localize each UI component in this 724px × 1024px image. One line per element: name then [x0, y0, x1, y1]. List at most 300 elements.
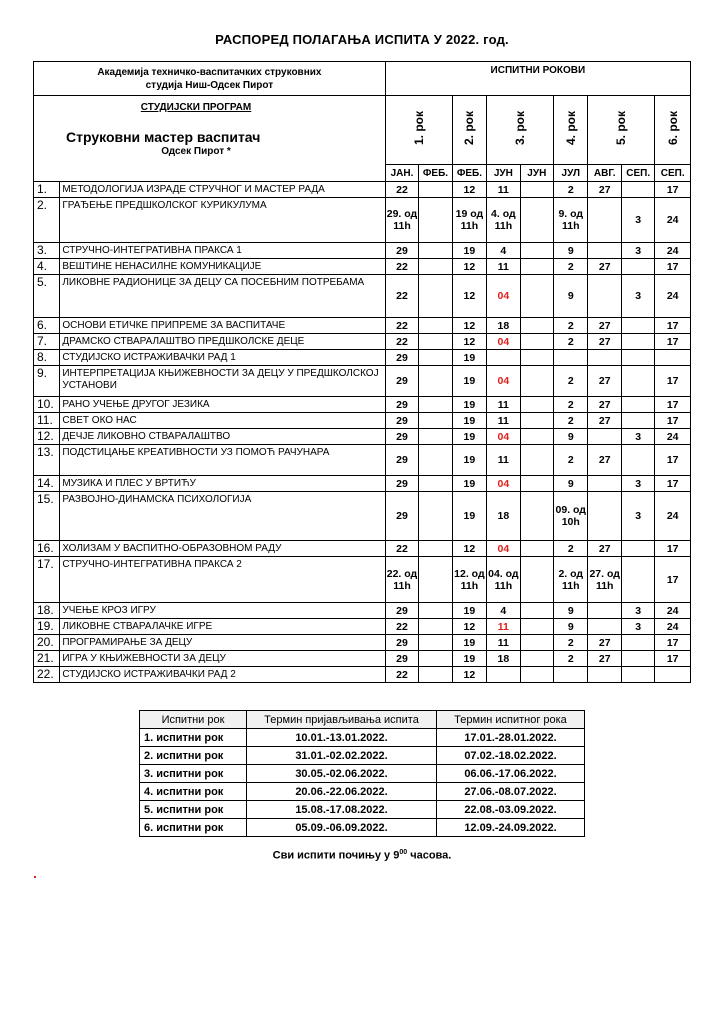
exam-date-cell: 22. од 11h: [385, 557, 418, 603]
terms-row: [140, 801, 585, 819]
exam-date-cell: 27: [588, 635, 621, 651]
exam-date-cell: [621, 397, 654, 413]
exam-date-cell: 3: [621, 275, 654, 318]
exam-date-cell: [520, 429, 553, 445]
row-number: 14.: [34, 476, 60, 492]
exam-date-cell: 12: [452, 334, 486, 350]
period-header-5: 5. рок: [588, 96, 655, 165]
exam-date-cell: 29: [385, 366, 418, 397]
exam-date-cell: 04: [487, 334, 520, 350]
exam-date-cell: 19: [452, 413, 486, 429]
exam-date-cell: 11: [487, 413, 520, 429]
exam-date-cell: 3: [621, 492, 654, 541]
subject-name: ГРАЂЕЊЕ ПРЕДШКОЛСКОГ КУРИКУЛУМА: [60, 198, 385, 243]
exam-date-cell: [419, 259, 452, 275]
exam-date-cell: 29: [385, 243, 418, 259]
table-row: [34, 198, 691, 243]
exam-date-cell: 29: [385, 651, 418, 667]
month-header: ЈУН: [520, 165, 553, 182]
table-row: [34, 603, 691, 619]
exam-date-cell: [621, 318, 654, 334]
subject-name: ДРАМСКО СТВАРАЛАШТВО ПРЕДШКОЛСКЕ ДЕЦЕ: [60, 334, 385, 350]
exam-date-cell: 3: [621, 476, 654, 492]
term-date-range: 31.01.-02.02.2022.: [247, 747, 437, 765]
table-row: [34, 619, 691, 635]
exam-date-cell: 18: [487, 651, 520, 667]
exam-date-cell: [520, 651, 553, 667]
term-date-range: 17.01.-28.01.2022.: [437, 729, 585, 747]
subject-name: РАНО УЧЕЊЕ ДРУГОГ ЈЕЗИКА: [60, 397, 385, 413]
month-header: ФЕБ.: [419, 165, 452, 182]
exam-date-cell: 22: [385, 275, 418, 318]
table-row: [34, 635, 691, 651]
exam-date-cell: [621, 259, 654, 275]
table-row: [34, 413, 691, 429]
exam-date-cell: [419, 445, 452, 476]
table-row: [34, 445, 691, 476]
exam-date-cell: 11: [487, 619, 520, 635]
row-number: 11.: [34, 413, 60, 429]
terms-row: [140, 729, 585, 747]
exam-date-cell: 11: [487, 259, 520, 275]
exam-date-cell: 04: [487, 541, 520, 557]
institution-cell: [34, 62, 386, 96]
row-number: 7.: [34, 334, 60, 350]
term-date-range: 30.05.-02.06.2022.: [247, 765, 437, 783]
exam-date-cell: [621, 445, 654, 476]
subject-name: ИНТЕРПРЕТАЦИЈА КЊИЖЕВНОСТИ ЗА ДЕЦУ У ПРЕДШКОЛСКОЈ УСТАНОВИ: [60, 366, 385, 397]
term-label: 2. испитни рок: [140, 747, 247, 765]
exam-date-cell: 04: [487, 429, 520, 445]
period-header-1: 1. рок: [385, 96, 452, 165]
exam-date-cell: 19: [452, 476, 486, 492]
exam-date-cell: 18: [487, 318, 520, 334]
exam-date-cell: 22: [385, 318, 418, 334]
exam-date-cell: [588, 476, 621, 492]
subject-name: ЛИКОВНЕ РАДИОНИЦЕ ЗА ДЕЦУ СА ПОСЕБНИМ ПОТРЕБАМА: [60, 275, 385, 318]
subject-name: УЧЕЊЕ КРОЗ ИГРУ: [60, 603, 385, 619]
exam-date-cell: 09. од 10h: [554, 492, 588, 541]
month-header: СЕП.: [621, 165, 654, 182]
exam-date-cell: 27: [588, 413, 621, 429]
subject-name: СТУДИЈСКО ИСТРАЖИВАЧКИ РАД 1: [60, 350, 385, 366]
exam-date-cell: 27: [588, 318, 621, 334]
table-row: [34, 541, 691, 557]
exam-date-cell: 29: [385, 413, 418, 429]
exam-date-cell: [621, 635, 654, 651]
exam-date-cell: 2: [554, 541, 588, 557]
term-date-range: 15.08.-17.08.2022.: [247, 801, 437, 819]
subject-name: МЕТОДОЛОГИЈА ИЗРАДЕ СТРУЧНОГ И МАСТЕР РАДА: [60, 182, 385, 198]
note-text: Сви испити почињу у 9: [272, 849, 400, 862]
exam-date-cell: [520, 334, 553, 350]
row-number: 3.: [34, 243, 60, 259]
exam-date-cell: [588, 429, 621, 445]
row-number: 2.: [34, 198, 60, 243]
table-row: [34, 259, 691, 275]
exam-date-cell: 19: [452, 651, 486, 667]
subject-name: СВЕТ ОКО НАС: [60, 413, 385, 429]
exam-date-cell: 12: [452, 318, 486, 334]
exam-date-cell: [419, 667, 452, 683]
table-row: [34, 397, 691, 413]
term-date-range: 05.09.-06.09.2022.: [247, 819, 437, 837]
table-row: [34, 182, 691, 198]
terms-row: [140, 747, 585, 765]
exam-date-cell: 17: [655, 182, 691, 198]
program-cell: [34, 96, 386, 182]
terms-row: [140, 783, 585, 801]
row-number: 17.: [34, 557, 60, 603]
exam-date-cell: [621, 366, 654, 397]
table-row: [34, 350, 691, 366]
subject-name: СТУДИЈСКО ИСТРАЖИВАЧКИ РАД 2: [60, 667, 385, 683]
exam-date-cell: 24: [655, 243, 691, 259]
exam-date-cell: [419, 350, 452, 366]
exam-date-cell: 19: [452, 603, 486, 619]
exam-date-cell: 9: [554, 476, 588, 492]
exam-date-cell: 29: [385, 635, 418, 651]
exam-date-cell: 24: [655, 429, 691, 445]
exam-date-cell: 2: [554, 366, 588, 397]
exam-date-cell: 19: [452, 635, 486, 651]
exam-date-cell: [588, 603, 621, 619]
exam-date-cell: 22: [385, 667, 418, 683]
exam-date-cell: 24: [655, 275, 691, 318]
exam-date-cell: 27: [588, 259, 621, 275]
month-header: ЈАН.: [385, 165, 418, 182]
exam-date-cell: [419, 619, 452, 635]
exam-date-cell: 9: [554, 619, 588, 635]
row-number: 5.: [34, 275, 60, 318]
row-number: 20.: [34, 635, 60, 651]
exam-date-cell: 22: [385, 259, 418, 275]
exam-date-cell: 17: [655, 259, 691, 275]
exam-date-cell: 4. од 11h: [487, 198, 520, 243]
exam-date-cell: [487, 667, 520, 683]
exam-date-cell: [419, 397, 452, 413]
term-label: 3. испитни рок: [140, 765, 247, 783]
exam-date-cell: 04: [487, 275, 520, 318]
institution-line2: студија Ниш-Одсек Пирот: [145, 79, 274, 91]
exam-date-cell: [520, 350, 553, 366]
exam-date-cell: 17: [655, 397, 691, 413]
term-date-range: 12.09.-24.09.2022.: [437, 819, 585, 837]
exam-date-cell: 22: [385, 182, 418, 198]
program-label: СТУДИЈСКИ ПРОГРАМ: [140, 102, 252, 113]
exam-date-cell: 27: [588, 334, 621, 350]
exam-date-cell: 2: [554, 635, 588, 651]
row-number: 13.: [34, 445, 60, 476]
exam-date-cell: 2: [554, 334, 588, 350]
month-header: АВГ.: [588, 165, 621, 182]
exam-date-cell: 22: [385, 619, 418, 635]
row-number: 6.: [34, 318, 60, 334]
month-header: СЕП.: [655, 165, 691, 182]
exam-date-cell: 12: [452, 667, 486, 683]
row-number: 22.: [34, 667, 60, 683]
exam-date-cell: [419, 366, 452, 397]
exam-date-cell: [419, 557, 452, 603]
exam-date-cell: 29. од 11h: [385, 198, 418, 243]
table-row: [34, 429, 691, 445]
exam-date-cell: 27: [588, 541, 621, 557]
exam-date-cell: 4: [487, 243, 520, 259]
exam-date-cell: 19: [452, 366, 486, 397]
exam-date-cell: 29: [385, 603, 418, 619]
exam-date-cell: 2: [554, 651, 588, 667]
subject-name: ПРОГРАМИРАЊЕ ЗА ДЕЦУ: [60, 635, 385, 651]
red-dot-mark: [34, 876, 36, 878]
exam-date-cell: [621, 413, 654, 429]
table-row: [34, 492, 691, 541]
program-name: Струковни мастер васпитач: [66, 129, 261, 145]
exam-date-cell: [520, 366, 553, 397]
exam-date-cell: 9: [554, 243, 588, 259]
table-row: [34, 366, 691, 397]
exam-date-cell: 29: [385, 429, 418, 445]
exam-date-cell: [588, 619, 621, 635]
row-number: 19.: [34, 619, 60, 635]
exam-date-cell: [419, 603, 452, 619]
row-number: 15.: [34, 492, 60, 541]
term-label: 1. испитни рок: [140, 729, 247, 747]
row-number: 9.: [34, 366, 60, 397]
exam-date-cell: 29: [385, 492, 418, 541]
exam-date-cell: [520, 413, 553, 429]
page-title: РАСПОРЕД ПОЛАГАЊА ИСПИТА У 2022. год.: [215, 32, 509, 47]
subject-name: МУЗИКА И ПЛЕС У ВРТИЋУ: [60, 476, 385, 492]
exam-date-cell: 17: [655, 413, 691, 429]
term-label: 5. испитни рок: [140, 801, 247, 819]
exam-date-cell: 17: [655, 557, 691, 603]
exam-date-cell: [520, 397, 553, 413]
table-row: [34, 557, 691, 603]
exam-date-cell: 19: [452, 429, 486, 445]
subject-name: ОСНОВИ ЕТИЧКЕ ПРИПРЕМЕ ЗА ВАСПИТАЧЕ: [60, 318, 385, 334]
exam-date-cell: [419, 243, 452, 259]
exam-date-cell: [554, 350, 588, 366]
exam-date-cell: [588, 492, 621, 541]
exam-date-cell: 3: [621, 198, 654, 243]
exam-date-cell: [621, 541, 654, 557]
term-date-range: 22.08.-03.09.2022.: [437, 801, 585, 819]
exam-date-cell: [520, 541, 553, 557]
row-number: 8.: [34, 350, 60, 366]
exam-date-cell: 17: [655, 366, 691, 397]
exam-date-cell: 11: [487, 397, 520, 413]
exam-date-cell: [621, 182, 654, 198]
exam-date-cell: 17: [655, 318, 691, 334]
exam-date-cell: 17: [655, 541, 691, 557]
exam-date-cell: 17: [655, 476, 691, 492]
exam-date-cell: [588, 350, 621, 366]
exam-date-cell: 12: [452, 182, 486, 198]
subject-name: ПОДСТИЦАЊЕ КРЕАТИВНОСТИ УЗ ПОМОЋ РАЧУНАРА: [60, 445, 385, 476]
exam-date-cell: 19: [452, 243, 486, 259]
exam-date-cell: [588, 198, 621, 243]
department-label: Одсек Пирот *: [161, 146, 231, 157]
exam-date-cell: [487, 350, 520, 366]
exam-date-cell: [621, 334, 654, 350]
table-row: [34, 243, 691, 259]
exam-date-cell: 17: [655, 445, 691, 476]
exam-date-cell: 2. од 11h: [554, 557, 588, 603]
exam-date-cell: 2: [554, 397, 588, 413]
exam-date-cell: 2: [554, 413, 588, 429]
exam-date-cell: [520, 318, 553, 334]
exam-date-cell: 17: [655, 635, 691, 651]
exam-date-cell: 11: [487, 635, 520, 651]
exam-periods-heading: ИСПИТНИ РОКОВИ: [385, 62, 690, 96]
row-number: 18.: [34, 603, 60, 619]
exam-date-cell: 24: [655, 492, 691, 541]
exam-date-cell: 22: [385, 334, 418, 350]
exam-date-cell: 27: [588, 182, 621, 198]
exam-date-cell: [419, 198, 452, 243]
institution-line1: Академија техничко-васпитачких струковних: [97, 66, 322, 78]
exam-date-cell: [588, 275, 621, 318]
subject-name: СТРУЧНО-ИНТЕГРАТИВНА ПРАКСА 1: [60, 243, 385, 259]
row-number: 16.: [34, 541, 60, 557]
exam-date-cell: [621, 667, 654, 683]
exam-date-cell: [520, 198, 553, 243]
exam-date-cell: 11: [487, 445, 520, 476]
exam-date-cell: 12: [452, 619, 486, 635]
exam-date-cell: 2: [554, 182, 588, 198]
exam-date-cell: [419, 635, 452, 651]
exam-date-cell: 17: [655, 651, 691, 667]
period-header-2: 2. рок: [452, 96, 486, 165]
exam-date-cell: 04. од 11h: [487, 557, 520, 603]
terms-column-header: Термин испитног рока: [437, 711, 585, 729]
exam-date-cell: [520, 476, 553, 492]
table-row: [34, 334, 691, 350]
terms-row: [140, 819, 585, 837]
exam-date-cell: 9. од 11h: [554, 198, 588, 243]
row-number: 1.: [34, 182, 60, 198]
exam-date-cell: 19: [452, 397, 486, 413]
subject-name: ХОЛИЗАМ У ВАСПИТНО-ОБРАЗОВНОМ РАДУ: [60, 541, 385, 557]
table-row: [34, 318, 691, 334]
subject-name: ДЕЧЈЕ ЛИКОВНО СТВАРАЛАШТВО: [60, 429, 385, 445]
exam-date-cell: [520, 182, 553, 198]
exam-date-cell: [419, 334, 452, 350]
terms-column-header: Испитни рок: [140, 711, 247, 729]
month-header: ЈУЛ: [554, 165, 588, 182]
exam-date-cell: 19: [452, 350, 486, 366]
exam-date-cell: 2: [554, 445, 588, 476]
term-date-range: 20.06.-22.06.2022.: [247, 783, 437, 801]
row-number: 10.: [34, 397, 60, 413]
subject-rows: [34, 182, 691, 683]
exam-date-cell: 11: [487, 182, 520, 198]
month-header: ЈУН: [487, 165, 520, 182]
exam-date-cell: [520, 445, 553, 476]
exam-date-cell: 27: [588, 366, 621, 397]
exam-date-cell: 12: [452, 541, 486, 557]
exam-date-cell: 2: [554, 259, 588, 275]
subject-name: ВЕШТИНЕ НЕНАСИЛНЕ КОМУНИКАЦИЈЕ: [60, 259, 385, 275]
period-header-3: 3. рок: [487, 96, 554, 165]
exam-date-cell: 12. од 11h: [452, 557, 486, 603]
exam-date-cell: [621, 651, 654, 667]
note-text-end: часова.: [407, 849, 452, 862]
subject-name: ЛИКОВНЕ СТВАРАЛАЧКЕ ИГРЕ: [60, 619, 385, 635]
exam-date-cell: 19 од 11h: [452, 198, 486, 243]
term-date-range: 06.06.-17.06.2022.: [437, 765, 585, 783]
exam-date-cell: 24: [655, 619, 691, 635]
exam-date-cell: 12: [452, 259, 486, 275]
exam-date-cell: 3: [621, 619, 654, 635]
exam-date-cell: 29: [385, 350, 418, 366]
table-row: [34, 651, 691, 667]
exam-date-cell: 29: [385, 397, 418, 413]
start-time-note: [0, 849, 724, 862]
term-label: 6. испитни рок: [140, 819, 247, 837]
exam-date-cell: 17: [655, 334, 691, 350]
terms-header-row: [140, 711, 585, 729]
exam-date-cell: [419, 651, 452, 667]
exam-date-cell: 24: [655, 603, 691, 619]
exam-date-cell: 19: [452, 492, 486, 541]
note-superscript: 00: [399, 849, 408, 856]
exam-date-cell: [419, 413, 452, 429]
exam-date-cell: [520, 259, 553, 275]
exam-date-cell: 27: [588, 397, 621, 413]
exam-date-cell: [520, 557, 553, 603]
exam-date-cell: [419, 476, 452, 492]
exam-date-cell: [520, 275, 553, 318]
period-header-6: 6. рок: [655, 96, 691, 165]
exam-date-cell: 4: [487, 603, 520, 619]
term-label: 4. испитни рок: [140, 783, 247, 801]
term-date-range: 27.06.-08.07.2022.: [437, 783, 585, 801]
exam-date-cell: 18: [487, 492, 520, 541]
exam-date-cell: [419, 429, 452, 445]
exam-date-cell: 9: [554, 603, 588, 619]
exam-date-cell: [419, 318, 452, 334]
table-row: [34, 476, 691, 492]
term-date-range: 07.02.-18.02.2022.: [437, 747, 585, 765]
exam-date-cell: [588, 243, 621, 259]
exam-date-cell: [520, 243, 553, 259]
exam-date-cell: 2: [554, 318, 588, 334]
exam-date-cell: 24: [655, 198, 691, 243]
exam-date-cell: 22: [385, 541, 418, 557]
exam-date-cell: 29: [385, 476, 418, 492]
exam-date-cell: 04: [487, 476, 520, 492]
exam-date-cell: [419, 275, 452, 318]
exam-date-cell: 9: [554, 275, 588, 318]
exam-date-cell: [520, 603, 553, 619]
exam-date-cell: 3: [621, 429, 654, 445]
exam-date-cell: 3: [621, 243, 654, 259]
exam-date-cell: 27: [588, 445, 621, 476]
exam-schedule-table: [33, 61, 691, 683]
exam-date-cell: [520, 635, 553, 651]
terms-row: [140, 765, 585, 783]
table-row: [34, 275, 691, 318]
exam-date-cell: [588, 667, 621, 683]
table-row: [34, 667, 691, 683]
exam-date-cell: 9: [554, 429, 588, 445]
row-number: 4.: [34, 259, 60, 275]
terms-column-header: Термин пријављивања испита: [247, 711, 437, 729]
exam-date-cell: [520, 492, 553, 541]
subject-name: РАЗВОЈНО-ДИНАМСКА ПСИХОЛОГИЈА: [60, 492, 385, 541]
registration-terms-table: [139, 710, 585, 837]
